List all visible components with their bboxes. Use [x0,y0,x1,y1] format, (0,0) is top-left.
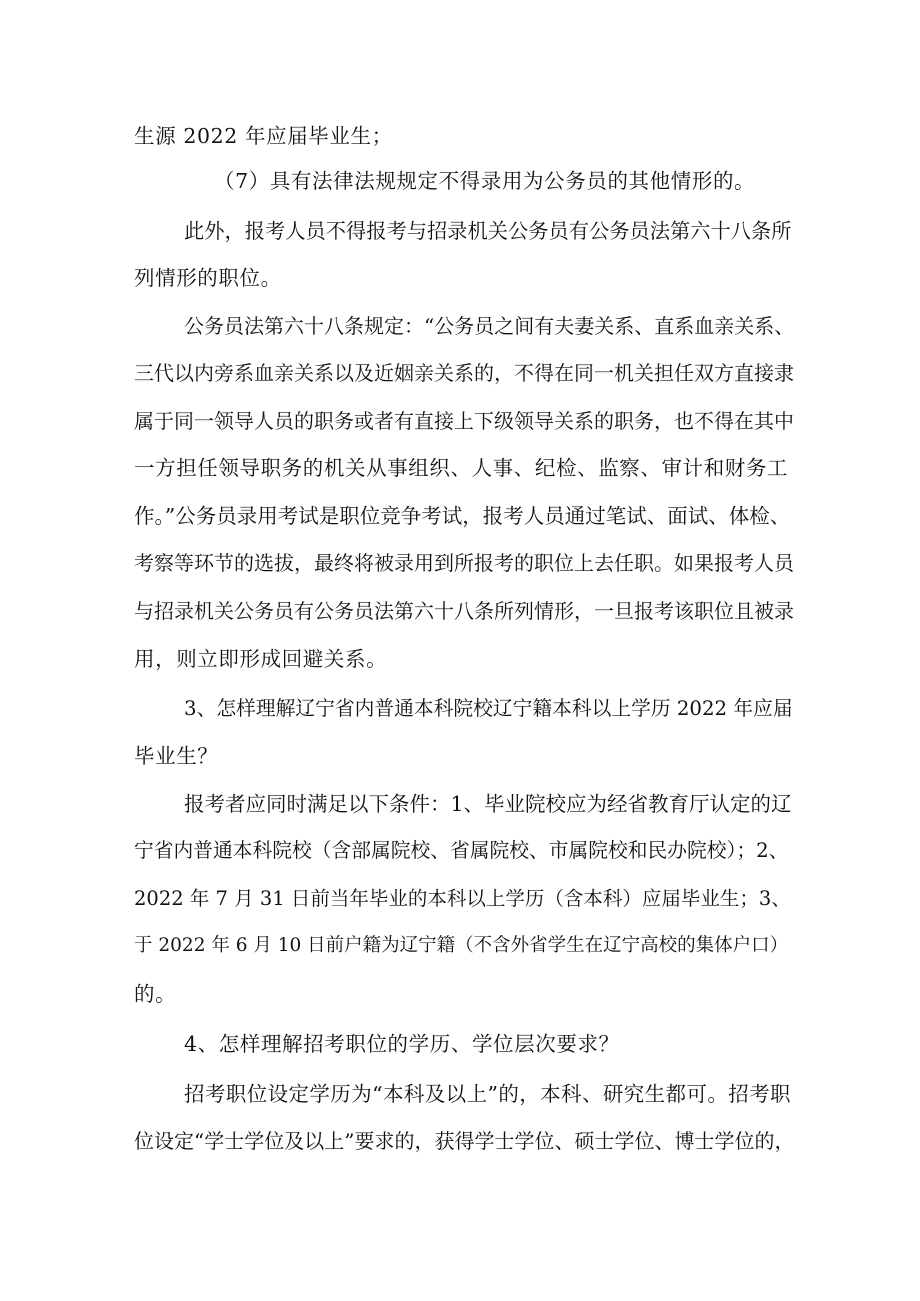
text-line: 4、怎样理解招考职位的学历、学位层次要求？ [184,1032,620,1056]
text-line: 于 2022 年 6 月 10 日前户籍为辽宁籍（不含外省学生在辽宁高校的集体户口） [134,935,789,956]
text-line: 毕业生？ [134,744,219,768]
text-line: 此外，报考人员不得报考与招录机关公务员有公务员法第六十八条所 [184,219,792,243]
text-line: 列情形的职位。 [134,266,282,290]
text-line: 用，则立即形成回避关系。 [134,647,388,671]
text-line: 宁省内普通本科院校（含部属院校、省属院校、市属院校和民办院校）；2、 [134,839,789,862]
text-line: 属于同一领导人员的职务或者有直接上下级领导关系的职务，也不得在其中 [134,409,794,433]
text-line: 生源 2022 年应届毕业生； [134,124,393,148]
text-line: 作。”公务员录用考试是职位竞争考试，报考人员通过笔试、面试、体检、 [134,504,791,528]
text-line: 2022 年 7 月 31 日前当年毕业的本科以上学历（含本科）应届毕业生；3、 [134,887,791,910]
text-line: 位设定“学士学位及以上”要求的，获得学士学位、硕士学位、博士学位的， [134,1129,795,1153]
text-line: （7）具有法律法规规定不得录用为公务员的其他情形的。 [214,169,756,193]
text-line: 与招录机关公务员有公务员法第六十八条所列情形，一旦报考该职位且被录 [134,599,794,623]
text-line: 的。 [134,982,177,1006]
text-line: 报考者应同时满足以下条件：1、毕业院校应为经省教育厅认定的辽 [184,792,792,816]
text-line: 招考职位设定学历为“本科及以上”的，本科、研究生都可。招考职 [184,1082,791,1106]
text-line: 3、怎样理解辽宁省内普通本科院校辽宁籍本科以上学历 2022 年应届 [184,697,793,720]
text-line: 三代以内旁系血亲关系以及近姻亲关系的，不得在同一机关担任双方直接隶 [134,361,794,385]
text-line: 公务员法第六十八条规定：“公务员之间有夫妻关系、直系血亲关系、 [184,314,795,338]
text-line: 考察等环节的选拔，最终将被录用到所报考的职位上去任职。如果报考人员 [134,551,794,575]
text-line: 一方担任领导职务的机关从事组织、人事、纪检、监察、审计和财务工 [134,456,789,480]
